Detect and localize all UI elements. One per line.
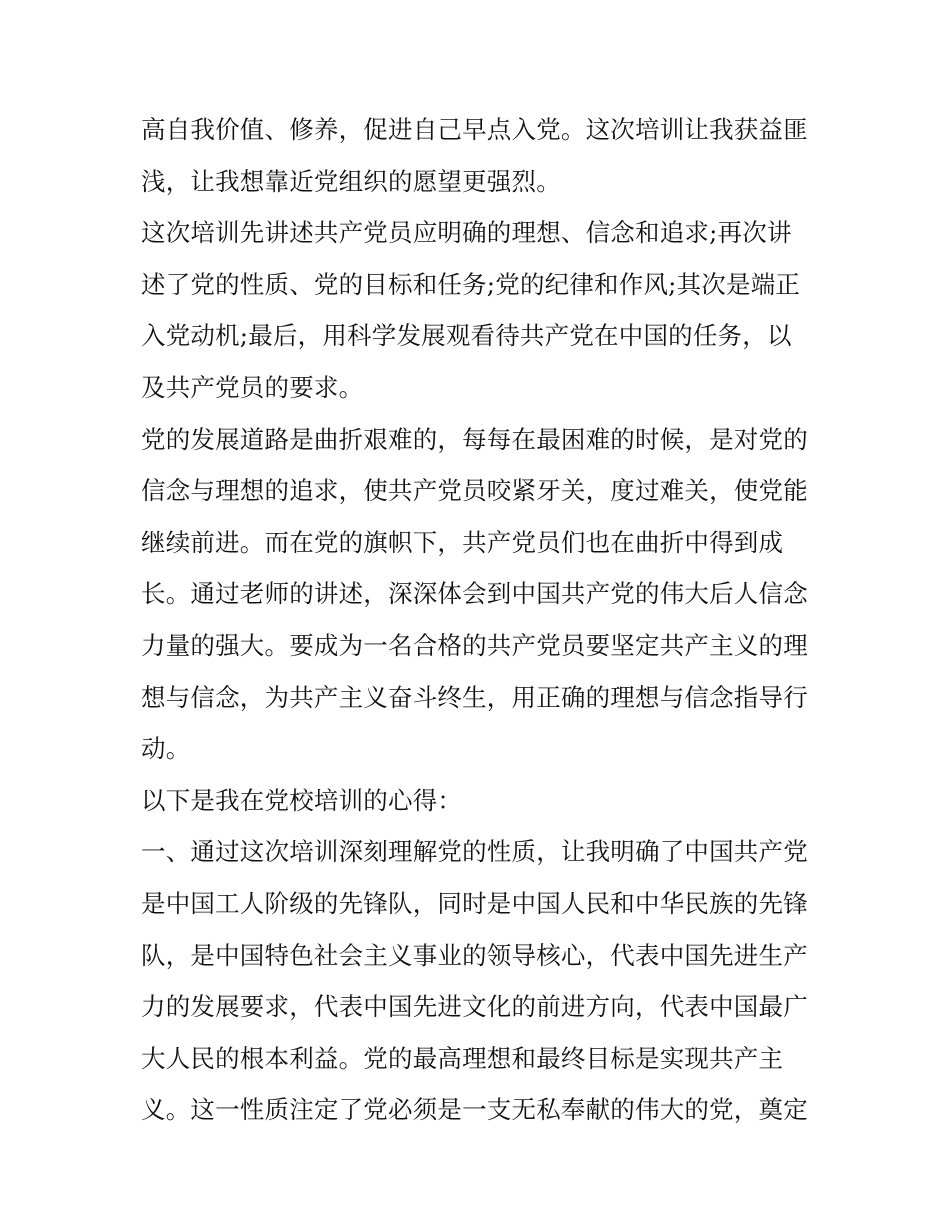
text-line: 述了党的性质、党的目标和任务;党的纪律和作风;其次是端正	[141, 269, 801, 299]
document-body	[141, 104, 813, 1136]
text-line: 队，是中国特色社会主义事业的领导核心，代表中国先进生产	[141, 940, 808, 970]
text-line: 入党动机;最后，用科学发展观看待共产党在中国的任务，以	[141, 321, 792, 351]
text-line: 大人民的根本利益。党的最高理想和最终目标是实现共产主	[141, 1043, 784, 1073]
text-line: 党的发展道路是曲折艰难的，每每在最困难的时候，是对党的	[141, 424, 808, 454]
paragraph-2	[141, 207, 813, 413]
paragraph-5	[141, 826, 813, 1136]
text-line: 继续前进。而在党的旗帜下，共产党员们也在曲折中得到成	[141, 527, 784, 557]
text-line: 及共产党员的要求。	[141, 372, 364, 402]
text-line: 浅，让我想靠近党组织的愿望更强烈。	[141, 166, 561, 196]
text-line: 一、通过这次培训深刻理解党的性质，让我明确了中国共产党	[141, 837, 808, 867]
text-line: 想与信念，为共产主义奋斗终生，用正确的理想与信念指导行	[141, 682, 808, 712]
paragraph-1	[141, 104, 813, 207]
text-line: 这次培训先讲述共产党员应明确的理想、信念和追求;再次讲	[141, 218, 792, 248]
text-line: 是中国工人阶级的先锋队，同时是中国人民和中华民族的先锋	[141, 888, 808, 918]
text-line: 力的发展要求，代表中国先进文化的前进方向，代表中国最广	[141, 992, 808, 1022]
text-line: 以下是我在党校培训的心得：	[141, 785, 463, 815]
text-line: 动。	[141, 734, 191, 764]
text-line: 高自我价值、修养，促进自己早点入党。这次培训让我获益匪	[141, 115, 808, 144]
text-line: 信念与理想的追求，使共产党员咬紧牙关，度过难关，使党能	[141, 476, 808, 506]
text-line: 义。这一性质注定了党必须是一支无私奉献的伟大的党，奠定	[141, 1095, 808, 1125]
paragraph-3	[141, 414, 813, 775]
paragraph-4	[141, 775, 813, 827]
text-line: 长。通过老师的讲述，深深体会到中国共产党的伟大后人信念	[141, 579, 808, 609]
text-line: 力量的强大。要成为一名合格的共产党员要坚定共产主义的理	[141, 630, 808, 660]
